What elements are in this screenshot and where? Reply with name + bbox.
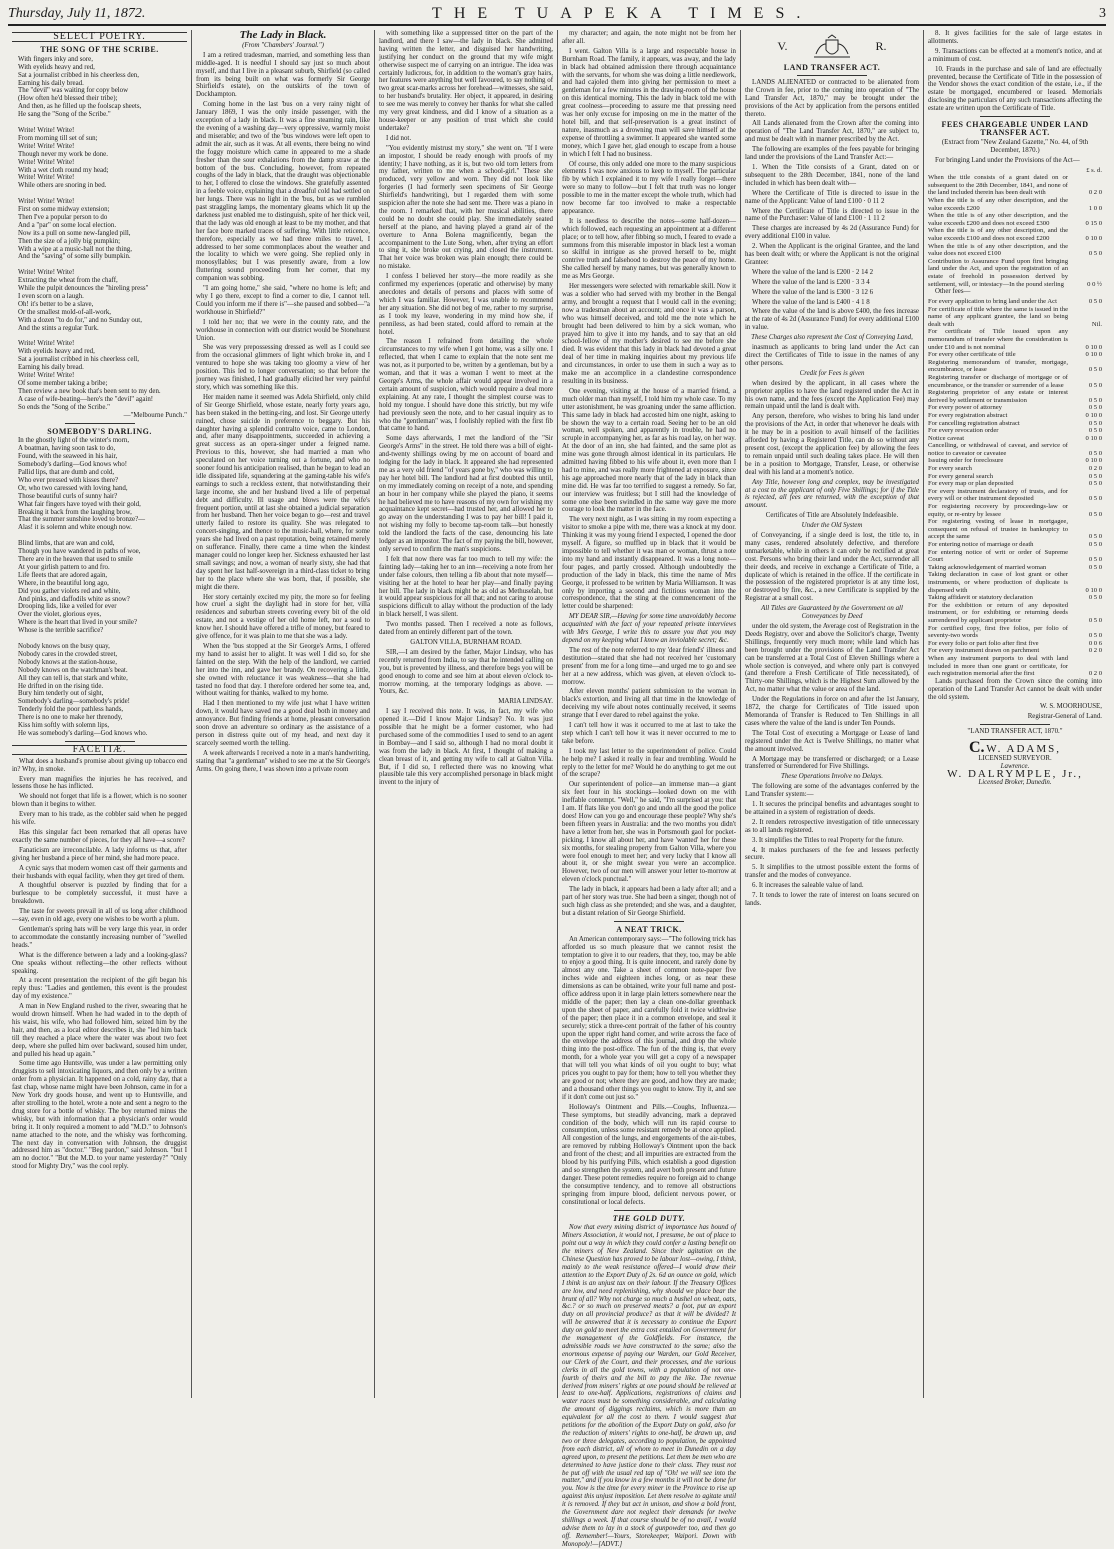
story-paragraph: Some days afterwards, I met the landlord of the "Sir George's Arms" in the street. He told there was a bill of eight-and-twenty shillings owing by me on account of board and lodging for the lady in black. It appeared she had represented me as a very old friend "of years gone by," who was willing to pay her hotel bill. The landlord had at first doubted this until, on my immediately coming on receipt of a note, and spending an hour in her company while she played the piano, it seems he had believed me to have reasons of my own for wishing my acquaintance kept secret—had trusted her, and allowed her to go away on the understanding I was to pay her bill! I paid it, not wishing my folly to become tap-room talk—but honestly told the landlord the facts of the case, denouncing his late lodger as an impostor. The fact of my paying the bill, however, only served to confirm the man's suspicions.: [379, 435, 553, 553]
notice-title: LAND TRANSFER ACT.: [783, 63, 881, 72]
fee-row: [928, 389, 1102, 404]
story-paragraph: After eleven months' patient submission to the woman in black's extortion, and living all that time in the knowledge of deceiving my wife about notes continually received, it seems strange that I ever dared to rebel against the yoke.: [562, 688, 736, 720]
notice-paragraph: inasmuch as applicants to bring land under the Act can direct the Certificates of Title to issue in the names of any other persons.: [745, 344, 919, 367]
fee-amount: 0 5 0: [1088, 298, 1102, 305]
advantage-item: 4. It makes purchasers of the fee and lessees perfectly secure.: [745, 846, 919, 862]
divider: [980, 739, 1050, 740]
poem-body: With fingers inky and sore, With eyelids heavy and red, Sat a journalist cribbed in his cheerless den, Earning his daily bread. The "devil" was waiting for copy below (How often he'd blessed their tribe); And then, as he filled up the foolscap sheets, He sang the "Song of the Scribe." Write! Write! Write! From morning till set of sun; Write! Write! Write! Though never my work be done. Write! Write! Write! With a wet cloth round my head; Write! Write! Write! While others are snoring in bed. Write! Write! Write! First on some midway extension; Then I've a popular person to do And a "par" on some local election. Now its a pull on some new-fangled pill, Then the size of a jolly big pumpkin; With a wipe at a music-hall not the thing, And the "saving" of some silly bumpkin. Write! Write! Write! Extracting the wheat from the chaff, While the pulpit denounces the "hireling press" I even scorn on a laugh. Oh! it's better to be a slave, Or the smallest mold-of-all-work, With a dozen "to do for," and no Sunday out, And the stints a regular Turk. Write! Write! Write! With eyelids heavy and red, Sat a journalist cribbed in his cheerless cell, Earning his daily bread. Write! Write! Write! Of some member taking a bribe; Then review a new book that's been sent to my den. A case of wife-beating—here's the "devil" again! So ends the "Song of the Scribe.": [18, 55, 161, 411]
joke-paragraph: Has this singular fact been remarked that all operas have exactly the same number of pieces, for they all have—a score?: [12, 829, 187, 844]
notice-paragraph: The following are some of the advantages conferred by the Land Transfer system:—: [745, 783, 919, 799]
fee-amount: 0 5 0: [1088, 541, 1102, 548]
letter-signature: MARIA LINDSAY.: [498, 698, 553, 706]
joke-paragraph: The taste for sweets prevail in all of us long after childhood—say, even in old age, every one wishes to be worth a plum.: [12, 908, 187, 924]
advantage-item: 5. It simplifies to the utmost possible extent the forms of transfer and the modes of conveyance.: [745, 864, 919, 880]
fee-row: [928, 427, 1102, 435]
fee-row: [928, 457, 1102, 465]
fee-row: [928, 328, 1102, 351]
fee-amount: 0 5 0: [1088, 495, 1102, 503]
drop-letter: C.: [968, 739, 985, 757]
story-paragraph: I did not.: [386, 134, 412, 142]
advantage-item: 9. Transactions can be effected at a moment's notice, and at a minimum of cost.: [928, 47, 1102, 63]
fee-description: Taking acknowledgement of married woman: [928, 563, 1047, 571]
fee-description: Registering proprietor of any estate or interest derived by settlement or transmission: [928, 389, 1068, 404]
subheading: Credit for Fees is given: [799, 369, 865, 377]
fee-row: [928, 359, 1102, 374]
fee-row: [928, 503, 1102, 518]
fees-source: (Extract from "New Zealand Gazette," No. 44, of 9th December, 1870.): [941, 138, 1089, 154]
fee-row: [928, 298, 1102, 306]
fee-amount: 0 5 0: [1088, 449, 1102, 457]
fee-description: Notice caveat: [928, 434, 965, 442]
story-paragraph: The reason I refrained from detailing the whole circumstances to my wife when I got home, was a silly one. I reflected, that when I came to explain that the note sent me was not, as it purported to be, written by a gentleman, but by a woman, and that it was a woman I went to meet at the George's Arms, the whole affair would appear involved in a certain amount of suspicion, which would require a deal more explaining. At any rate, I thought the simplest course was to hold my tongue. I should have done this strictly, but my wife had previously seen the note, and to her casual inquiry as to who the "gentleman" was, I foolishly replied with the first fib that came to hand.: [379, 338, 553, 433]
fee-example: Where the Certificate of Title is directed to issue in the name of the Applicant: Value of land £100 · 0 11 2: [745, 189, 919, 205]
crest-letter-r: R.: [875, 39, 887, 54]
fee-description: For every search: [928, 465, 972, 473]
fee-amount: 0 5 0: [1088, 250, 1102, 258]
page-columns: [8, 29, 1106, 1548]
fee-row: [928, 625, 1102, 640]
fee-amount: 0 2 0: [1088, 647, 1102, 655]
masthead: [8, 4, 1106, 26]
fee-row: [928, 306, 1102, 329]
fee-amount: 0 15 0: [1085, 219, 1102, 227]
fee-amount: 0 0 ½: [1087, 280, 1102, 288]
fee-description: Taking affidavit or statutory declaration: [928, 594, 1033, 602]
column-2: [191, 30, 374, 1398]
fee-row: [928, 412, 1102, 420]
story-paragraph: Her maiden name it seemed was Adela Shirfield, only child of Sir George Shirfield, whose estate, nearly forty years ago, has been staked in the betting-ring, and lost. Sir George utterly ruined, chose suicide in preference to beggary. But his daughter having a splendid contralto voice, came to London, and, after many disappointments, succeeded in achieving a great success as an opera-singer under a feigned name. Previous to this, however, she had married a man who speculated on her voice turning out a fortune, and who no sooner found his anticipation realised, than he began to lead an idle dissipated life, squandering at the gaming-table his wife's earnings to such a reckless extent, that notwithstanding their large income, she and her husband lived a life of perpetual debt and difficulty. Ill usage and blows were the wife's frequent portion, until at last she obtained a judicial separation from her husband. Then her voice began to go—rest and travel utterly failed to restore its quality. She was relegated to concert-singing, and thence to the music-hall, where, for some years she had lived on a past reputation, being retained merely on sufferance. Finally, there came a time when the kindest manager could no longer keep her. Sickness exhausted her last small savings; and now, a woman of nearly sixty, she had that day spent her last half-sovereign in a third-class ticket to bring her to the place where she was born, that, if possible, she might die there.: [196, 393, 370, 591]
money-columns: £ s. d.: [1086, 166, 1102, 174]
fee-description: Registering transfer or discharge of mortgage or of encumbrance, or the transfer or surrender of a lease: [928, 373, 1068, 389]
fee-amount: 0 10 0: [1085, 434, 1102, 442]
story-paragraph: Her messengers were selected with remarkable skill. Now it was a soldier who had served with my brother in the Bengal army, and brought a request that I would call in the evening; now a tradesman about an account; and once it was a parson, who was himself deceived, and told me the note which he brought had been delivered to him by a sick woman, who prayed him to give it into my hands, and to say that an old school-fellow of my mother's desired to see me before she died. It was evident that this lady in black had devoted a great deal of her time in making inquiries about my previous life and circumstances, in order to use them in such a way as to make me an accomplice in a clandestine correspondence resulting in its business.: [562, 283, 736, 385]
fee-money-header: [928, 167, 1102, 175]
column-5: [740, 30, 923, 1398]
story-paragraph: Had I then mentioned to my wife just what I have written down, it would have saved me a good deal both in money and annoyance. But finding friends at home, pleasant conversation soon drove an adventure so ordinary as the assistance of a person in distress quite out of my head, and next day it scarcely seemed worth the telling.: [196, 700, 370, 747]
fees-intro: For bringing Land under the Provisions of the Act—: [935, 156, 1080, 164]
fee-description: For every instrument drawn on parchment: [928, 647, 1040, 655]
joke-paragraph: Every man to his trade, as the cobbler said when he pegged his wife.: [12, 811, 187, 827]
poem-body: In the ghostly light of the winter's morn, A boatman, having soon task to do, Found, with the seaweed in his hair, Somebody's darling—God knows who! Pallid lips, that are dumb and cold, Who ever pressed with kisses there? Or, who two caressed with loving hand, Those beautiful curls of sunny hair? What fair fingers have toyed with their gold, Breaking it back from the laughing brow, That the summer sunshine loved to bronze?— Alas! it is solemn and white enough now. Blind limbs, that are wan and cold, Though you have wandered in paths of woe, There are in the heaven that used to smile At your girlish pattern to and fro. Life fleets that are adored again, Where, in the beautiful long ago, Did you gather violets red and white, And pinks, and daffodils white as snow? Drooping lids, like a veiled for ever Over the violet, glorious eyes, Where is the heart that lived in your smile? Whose is the terrible sacrifice? Nobody knows on the busy quay, Nobody cares in the crowded street, Nobody knows at the station-house, Nobody knows on the watchman's beat. All they can tell is, that stark and white, He drifted in on the rising tide. Bury him tenderly out of sight, Somebody's darling—somebody's pride! Tenderly fold the poor pathless hands, There is no one to make her threnody, Kiss him softly with solemn lips, He was somebody's darling—God knows who.: [18, 437, 148, 737]
fee-row: [928, 243, 1102, 258]
fee-amount: 0 5 0: [1088, 427, 1102, 435]
fee-amount: 0 0 6: [1088, 639, 1102, 647]
fee-row: [928, 549, 1102, 564]
joke-paragraph: A thoughtful observer is puzzled by finding that for a burlesque to be completely successful, it must have a breakdown.: [12, 882, 187, 906]
fee-description: For cancelling registration abstract: [928, 419, 1020, 427]
story-paragraph: MY DEAR SIR,—Having for some time unavoidably become acquainted with the fact of your repeated private interviews with Mrs George, I write this to assure you that you may depend on my keeping what I know an inviolable secret; &c.: [562, 613, 736, 644]
surveyor-name: W. ADAMS,: [986, 743, 1062, 756]
divider: [797, 75, 867, 76]
fee-amount: 0 5 0: [1088, 563, 1102, 571]
fee-row: [928, 197, 1102, 212]
joke-paragraph: A cynic says that modern women cast off their garments and their husbands with equal facility, when they get tired of them.: [12, 864, 187, 880]
issue-date: Thursday, July 11, 1872.: [8, 6, 146, 21]
story-paragraph: my character; and again, the note might not be from her after all.: [562, 30, 736, 45]
fee-amount: 0 5 0: [1088, 632, 1102, 640]
poem-credit: —"Melbourne Punch.": [123, 411, 187, 419]
advantage-item: 2. It renders retrospective investigation of title unnecessary as to all lands registered.: [745, 818, 919, 834]
fee-amount: 0 5 0: [1088, 419, 1102, 427]
article-paragraph: An American contemporary says:—"The following trick has afforded us so much pleasure that we cannot resist the temptation to give it to our readers, that they, too, may be able to enjoy a good thing. It is quite innocent, and rarely done by almost any one. Take a sheet of common note-paper five inches wide and eighteen inches long, or as near these dimensions as can be obtained, write your full name and post-office address upon it in large plain letters somewhere near the middle of the paper; then lay a clean one-dollar greenback upon the sheet of paper, and carefully fold it twice widthwise of the paper; then place it in a common envelope, and seal it securely; stick a three-cent portrait of the father of his country upon the upper right hand corner, and write across the face of the envelope the address of this journal, and drop the whole thing into the post-office. The fun of the thing is, that every month, for a whole year you will get a copy of a newspaper that will tell you what kinds of oil you ought to buy; what prices you ought to pay for them; how to tell you whether they are good or not; where they are good, and how they are made; and a thousand other things you ought to know. Try it, and see if it don't come out just so.": [562, 935, 736, 1101]
story-paragraph: with something like a suppressed titter on the part of the landlord, and there I saw—the lady in black. She admitted having written the letter, and disguised her handwriting, justifying her conduct on the ground that my wife might otherwise suspect me of carrying on an intrigue. The idea was certainly ludicrous, for, in addition to the woman's gray hairs, her features were anything but well favoured, to say nothing of two great scar-marks across her forehead—witnesses, she said, to her husband's brutality. Her object, it appeared, in desiring to see me was merely to convey her thanks for what she called my very great kindness, and did I know of a situation as a house-keeper or any position of trust which she could undertake?: [379, 30, 553, 132]
fee-description: For every map or plan deposited: [928, 480, 1014, 488]
fee-row: [928, 404, 1102, 412]
fee-description: When any instrument purports to deal with land included in more than one grant or certificate, for each registration memorial after the first: [928, 654, 1068, 678]
joke-paragraph: A man in New England rushed to the river, swearing that he would drown himself. When he had waded in to the depth of his waist, his wife, who had followed him, seized him by the hair, and then, as a local editor describes it, she "led him back till they reached a place where the water was about two feet deep, where she pulled him over backward, soused him under, and pulled his head up again.": [12, 1003, 187, 1058]
advantage-item: 1. It secures the principal benefits and advantages sought to be attained in a system of registration of deeds.: [745, 801, 919, 816]
fee-amount: 0 10 0: [1085, 457, 1102, 465]
fees-table: [928, 167, 1102, 289]
story-paragraph: The lady in black, it appears had been a lady after all; and a part of her story was true. She had been a singer, though not of such high class as she pretended; and she was, and a daughter, but a distant relation of Sir George Shirfield.: [562, 886, 736, 917]
story-paragraph: I confess I believed her story—the more readily as she confirmed my experiences (operatic and otherwise) by many anecdotes and details of persons and places with some of which I was familiar. However, I was unable to recommend her any situation. She did not beg of me, rather to my surprise, as I took my leave, wondering in my mind how she, if penniless, as had been stated, could afford to remain at the hotel.: [379, 273, 553, 336]
fee-row: [928, 351, 1102, 359]
fees-table: [928, 298, 1102, 678]
joke-paragraph: Every man magnifies the injuries he has received, and lessens those he has inflicted.: [12, 775, 187, 791]
subheading: These Operations Involve no Delays.: [781, 773, 883, 781]
fee-amount: 0 10 0: [1085, 234, 1102, 242]
fee-description: When the title is of any other description, and the value exceeds £200: [928, 196, 1068, 212]
surveyor-advertisement: [928, 739, 1102, 787]
fee-description: For every folio or part folio after first five: [928, 639, 1039, 647]
fee-description: Cancelling, or withdrawal of caveat, and service of notice to caveator or caveatee: [928, 442, 1068, 457]
fee-amount: 0 10 0: [1085, 351, 1102, 359]
registrar-title: Registrar-General of Land.: [1027, 713, 1102, 721]
fee-description: When the title consists of a grant dated on or subsequent to the 28th December, 1841, and none of the land included therein has been dealt with: [928, 174, 1068, 197]
coat-of-arms-icon: [812, 34, 852, 60]
story-paragraph: The rest of the note referred to my 'dear friend's' illness and destitution—stated that she had not received her 'customary present' from me for a long time—and urged me to go and see her at a new address, which was given, at eleven o'clock to-morrow.: [562, 646, 736, 686]
notice-paragraph: of Conveyancing, if a single deed is lost, the title to, in many cases, rendered absolutely defective, and therefore unmarketable, while in others it can only be rectified at great cost. Persons who bring their land under the Act, surrender all their deeds, and receive in exchange a Certificate of Title, a duplicate of which is retained in the office. If the certificate in the possession of the registered proprietor is at any time lost, or destroyed by fire, &c., a new Certificate is supplied by the Registrar at a small cost.: [745, 532, 919, 603]
notice-paragraph: The Total Cost of executing a Mortgage or Lease of land registered under the Act is Twelve Shillings, no matter what the amount involved.: [745, 729, 919, 753]
surveyor-title: LICENSED SURVEYOR.: [978, 755, 1052, 763]
fee-amount: 0 5 0: [1088, 510, 1102, 518]
fee-amount: 1 0 0: [1088, 204, 1102, 212]
story-paragraph: Coming home in the last 'bus on a very rainy night of January 1869, I was the only inside passenger, with the exception of a lady in black. It was a fine steaming rain, like the evening of a washing day—very oppressive, warmly moist and miserable; and two of the 'bus windows were left open to admit the air, such as it was. At all events, there being no wind the foggy moisture which came in appeared to me a shade fresher than the sour exhalations from the damp straw at the bottom of the bus. Concluding, however, from repeated coughs of the lady in black, that the draught was objectionable to her, I offered to close the windows. She gratefully assented in a feeble voice, explaining that a dreadful cold had settled on her lungs. There was no light in the 'bus, but as we rumbled past straggling lamps, the momentary gleams which lit up the darkness just enabled me to distinguish, spite of her thick veil, that the lady was old enough at least to be my mother, and that her face bore marked traces of suffering. With little reticence, therefore, especially as we had three miles to travel, I addressed to her some commonplaces about the weather and the locality to which we were going. She replied only in monosyllables; but I was presently aware, from a low fluttering sound proceeding from her corner, that my companion was sobbing.: [196, 101, 370, 283]
divider: [65, 423, 135, 424]
column-3: [374, 30, 557, 1398]
fee-example: Where the value of the land is £300 · 3 12 6: [752, 288, 874, 296]
article-title: A NEAT TRICK.: [616, 924, 682, 934]
fee-amount: 0 5 0: [1088, 480, 1102, 488]
fee-row: [928, 647, 1102, 655]
story-paragraph: Of course, this only added one more to the many suspicious elements I was now anxious to keep to myself. The particular fib by which I explained it to my wife I really forget—there were so many to follow—but I felt that truth was no longer possible to me in the matter except the whole truth, which had now become far too involved to make a respectable appearance.: [562, 160, 736, 215]
fee-row: [928, 227, 1102, 242]
subheading: Under the Old System: [801, 522, 863, 530]
fee-row: [928, 258, 1102, 288]
letter-body: SIR,—I am desired by the father, Major Lindsay, who has recently returned from India, to say that he intended calling on you, but is prevented by illness, and therefore begs you will be good enough to come and see him at about eleven o'clock to-morrow morning, at the temporary lodgings as above. —Yours, &c.: [379, 648, 553, 696]
fee-description: Issuing order for foreclosure: [928, 457, 1004, 465]
fee-description: When the title is of any other description, and the value exceeds £200 and does not exceed £300: [928, 212, 1068, 227]
notice-paragraph: Under the Regulations in force on and after the 1st January, 1872, the charge for Certificates of Title issued upon Memoranda of Transfer is Reduced to Ten Shillings in all cases where the value of the land is under Ten Pounds.: [745, 696, 919, 727]
fee-description: When the title is of any other description, and the value exceeds £100 and does not exceed £200: [928, 227, 1068, 242]
fee-row: [928, 602, 1102, 625]
notice-paragraph: The following are examples of the fees payable for bringing land under the provisions of the Land Transfer Act:—: [745, 146, 919, 162]
story-paragraph: She was very prepossessing dressed as well as I could see from the occasional glimmers of light which broke in, and I ventured to hope she was taking too gloomy a view of her position. This led to longer conversation; so that before the journey was finished, I had gradually elicited her very painful story, which was something like this.: [196, 344, 370, 391]
fee-description: For certificate of title where the same is issued in the name of any applicant grantee, the land so being dealt with: [928, 305, 1068, 328]
fee-row: [928, 655, 1102, 678]
fee-amount: 0 2 0: [1088, 465, 1102, 473]
story-paragraph: One evening, visiting at the house of a married friend, a much older man than myself, I told him my whole case. To my utter astonishment, he was groaning under the same affliction. This same lady in black had accosted him one night, asking to be shown the way to a certain road. Seeing her to be an old woman, well spoken, and apparently in trouble, he had no scruple in accompanying her, as far as his road lay, on her way. At the door of an inn, she had fainted, and the same plot as mine was gone through almost identical in its particulars. He admitted having fibbed to his wife about it, even more than I had to mine, and was really more frightened at exposure, since his age approached more nearly that of the lady in black than mine did. He was far too terrified to suggest a remedy. So far, our interview was fruitless; but I still had the knowledge of some one else been swindled in the same way gave me more courage to look the matter in the face.: [562, 387, 736, 514]
fee-amount: 0 5 0: [1088, 594, 1102, 602]
story-paragraph: When the 'bus stopped at the Sir George's Arms, I offered my hand to assist her to alight. It was well I did so, for she fainted on the step. With the help of the landlord, we carried her into the inn, and gave her brandy. On recovering a little, she owned with reluctance it was weakness—that she had tasted no food that day. I therefore ordered her some tea, and, without waiting for thanks, walked to my home.: [196, 642, 370, 698]
notice-paragraph: under the old system, the Average cost of Registration in the Deeds Registry, over and above the Solicitor's charge, Twenty Shillings, frequently very much more; while land which has been brought under the provisions of the Land Transfer Act can be transferred at a Total Cost of Eleven Shillings where a whole section is conveyed, and where only part is conveyed (and therefore a Fresh Certificate of Title necessitated), of Thirty-one Shillings, which is the Highest Sum allowed by the Act, no matter what the value or area of the land.: [745, 623, 919, 694]
advertisement-paragraph: Holloway's Ointment and Pills.—Coughs, Influenza.—These symptoms, but steadily advancing, mark a depraved condition of the body, which will run its rapid course to consumption, unless some resistant remedy be at once applied. All congestion of the lungs, and engorgements of the air-tubes, are removed by rubbing Holloway's Ointment upon the back and front of the chest; and all impurities are extracted from the blood by his purifying Pills, which establish a good digestion and so strengthen the system, and avert both present and future danger. These potent remedies require no foreign aid to change the consumptive tendency, and to remove all obstructions springing from impure blood, deficient nervous power, or constitutional or local defects.: [562, 1103, 736, 1206]
notice-paragraph: All Lands alienated from the Crown after the coming into operation of "The Land Transfer Act, 1870," are subject to, and must be dealt with in manner prescribed by the Act.: [745, 120, 919, 144]
fee-amount: 0 10 0: [1085, 411, 1102, 419]
fee-description: For the exhibition or return of any deposited instrument, or for exhibiting or returning deeds surrendered by applicant proprietor: [928, 601, 1068, 624]
joke-paragraph: Fanaticism are irreconcilable. A lady informs us that, after giving her husband a piece of her mind, she had more peace.: [12, 846, 187, 862]
fee-description: For registering recovery by proceedings-law or equity, or re-entry by lessee: [928, 503, 1068, 518]
fee-row: [928, 571, 1102, 594]
notice-paragraph: LANDS ALIENATED or contracted to be alienated from the Crown in fee, prior to the coming into operation of "The Land Transfer Act, 1870," may be brought under the provisions of the Act by application from the persons entitled thereto.: [745, 78, 919, 118]
column-6: [923, 30, 1106, 1398]
fee-example: Where the value of the land is £400 · 4 1 8: [752, 298, 870, 306]
fee-description: For entering notice of writ or order of Supreme Court: [928, 548, 1068, 564]
fee-row: [928, 374, 1102, 389]
fee-description: For every revocation order: [928, 427, 999, 435]
story-paragraph: I told her no; that we were in the county rate, and the workhouse in connection with our district would be Stonehurst Union.: [196, 318, 370, 342]
fees-title: FEES CHARGEABLE UNDER LAND TRANSFER ACT.: [941, 120, 1089, 137]
broker-name: W. DALRYMPLE, Jr.,: [947, 767, 1083, 780]
article-title: THE GOLD DUTY.: [612, 1213, 686, 1223]
advantage-item: 7. It tends to lower the rate of interest on loans secured on lands.: [745, 892, 919, 907]
fee-amount: 0 10 0: [1085, 343, 1102, 351]
fee-amount: 0 5 0: [1088, 366, 1102, 374]
advantage-item: 10. Frauds in the purchase and sale of land are effectually prevented, because the Certificate of Title in the possession of the Vendor shows the exact condition of the estate, i.e., if the estate be mortgaged, encumbered or leased. Memorials disclosing the particulars of any such transactions affecting the estate are written upon the Certificate of Title.: [928, 65, 1102, 113]
joke-paragraph: We should not forget that life is a flower, which is no sooner blown than it begins to wither.: [12, 793, 187, 809]
fee-description: For entering notice of marriage or death: [928, 541, 1034, 548]
story-paragraph: I took my last letter to the superintendent of police. Could he help me? I asked it really in fear and trembling. Would he reply to the letter for me? Would he do anything to get me out of the scrape?: [562, 747, 736, 779]
fee-amount: 0 5 0: [1088, 556, 1102, 564]
fee-row: [928, 488, 1102, 503]
fee-row: [928, 174, 1102, 197]
surveyor-place: Lawrence.: [1000, 762, 1030, 770]
story-paragraph: Her story certainly excited my pity, the more so for feeling how cruel a sight the daylight had in store for her, villa residences and suburban streets covering every bit of the old estate, and not a vestige of her old home left, nor a soul to know her. I should have offered a trifle of money, but feared to give offence, for it was plain to me that she was a lady.: [196, 593, 370, 641]
story-paragraph: The very next night, as I was sitting in my room expecting a visitor to smoke a pipe with me, there was a knock at my door. Thinking it was my young friend I expected, I opened the door myself. A figure, so muffled up in black that it would be impossible to tell whether it was man or woman, thrust a note into my hand and instantly disappeared. It was a long note—four pages, and partly crossed. Although undoubtedly the production of the lady in black, this time the name of Mrs George, it professed to be written by Maria Williamson. It was only by importing a second and fictitious woman into the correspondence, that the sting at the commencement of the letter could be sharpened:: [562, 516, 736, 611]
story-paragraph: Two months passed. Then I received a note as follows, dated from an entirely different part of the town.: [379, 621, 553, 637]
joke-paragraph: Some time ago Huntsville, was under a law permitting only druggists to sell intoxicating liquors, and then only by a written order from a physician. It happened on a cold, rainy day, that a fast chap, whose name might have been Johnson, came in for a New York dry goods house, and went up to Huntsville, and after strolling to the hotel, wrote a note and sent a negro to the drug store for a bottle of whisky. The boy returned minus the whisky, but with information that a physician's order would bring it. It only required a moment to add "M.D." to Johnson's name attached to the note, and the whisky was forthcoming. The next day in conversation with Johnson, the druggist addressed him as "doctor." "Beg pardon," said Johnson. "but I am no doctor." "But the M.D. to your name yesterday?" "Only stood for Mighty Dry," was the cool reply.: [12, 1060, 187, 1171]
joke-paragraph: At a recent presentation the recipient of the gift began his reply thus: "Ladies and gentlemen, this event is the proudest day of my existence.": [12, 977, 187, 1001]
joke-paragraph: What is the difference between a lady and a looking-glass? One speaks without reflecting—the other reflects without speaking.: [12, 951, 187, 975]
poem-title: SOMEBODY'S DARLING.: [47, 426, 152, 436]
subheading: All Titles are Guaranteed by the Government on all Conveyances by Deed: [761, 605, 903, 621]
fee-example: Where the value of the land is above £400, the fees increase at the rate of 4s 2d (Assurance Fund) for every additional £100 in value.: [745, 308, 919, 332]
story-title: The Lady in Black.: [239, 29, 327, 41]
story-paragraph: I say I received this note. It was, in fact, my wife who opened it.—Did I know Major Lindsay? No. It was just possible that he might be a former customer, who had purchased some of the commodities I used to send to an agent in Bombay—and I said so, although I had no moral doubt it was from the lady in black. At first, I thought of making a clean breast of it, and getting my wife to call at Galton Villa. But, if I did so, I reflected there was no knowing what plausible tale this very accomplished personage in black might invent to the injury of: [379, 708, 553, 787]
fee-example: Where the value of the land is £200 · 2 14 2: [752, 268, 874, 276]
fee-description: Registering memorandum of transfer, mortgage, encumbrance, or lease: [928, 358, 1068, 374]
story-paragraph: "You evidently mistrust my story," she went on. "If I were an impostor, I should be ready enough with proofs of my identity; I have nothing, as it is, but two old torn letters from my father, written to me when a school-girl." These she produced, very yellow and worn. They did not look like forgeries (I had formerly seen specimens of Sir George Shirfield's handwriting), but I regarded them with some suspicion after the note she had sent me. There was a piano in the room. I remarked that, with her musical abilities, there could be no doubt she could play. She immediately seated herself at the piano, and having played a grand air of the overture to Anna Bolena magnificently, began the accompaniment to the Lute Song, when, after trying an effort to sing it, she broke out crying, and closed the instrument. That her voice was broken was plain enough; there could be no mistake.: [379, 144, 553, 271]
fees-intro: Other fees—: [935, 288, 971, 296]
fee-row: [928, 435, 1102, 443]
fee-row: [928, 212, 1102, 227]
fee-example: 1. When the Title consists of a Grant, dated on or subsequent to the 28th December, 1841, none of the land included in which has been dealt with—: [745, 163, 919, 187]
fee-row: [928, 420, 1102, 428]
fee-description: For every registration abstract: [928, 411, 1008, 419]
fee-amount: 0 5 0: [1088, 533, 1102, 541]
fee-amount: 0 5 0: [1088, 472, 1102, 480]
page-number: 3: [1099, 6, 1106, 21]
fee-amount: 0 5 0: [1088, 396, 1102, 404]
fee-description: For every instrument declaratory of trusts, and for every will or other instrument deposited: [928, 487, 1068, 503]
fee-description: For certificate of Title issued upon any memorandum of transfer where the consideration is under £10 and is not nominal: [928, 328, 1068, 351]
fee-amount: 0 5 0: [1088, 616, 1102, 624]
divider: [614, 921, 684, 922]
fee-amount: 0 2 0: [1088, 670, 1102, 678]
divider: [980, 724, 1050, 725]
fee-description: For every power of attorney: [928, 404, 1002, 412]
subheading: Certificates of Title are Absolutely Indefeasible.: [765, 512, 899, 520]
fee-amount: 0 2 0: [1088, 189, 1102, 197]
story-paragraph: I felt that now there was far too much to tell my wife: the fainting lady—taking her to an inn—receiving a note from her under false colours, then telling a fib about that note myself—visiting her at the hotel to hear her play—and finally paying her bill. The lady in black might be as old as Methuselah, but it would appear suspicious for all that; and not caring to arouse suspicions difficult to allay without the production of the lady in black herself, I was silent.: [379, 555, 553, 619]
notice-paragraph: Lands purchased from the Crown since the coming into operation of the Land Transfer Act cannot be dealt with under the old system.: [928, 677, 1102, 701]
story-paragraph: A week afterwards I received a note in a man's handwriting, stating that "a gentleman" wished to see me at the Sir George's Arms. On going there, I was shown into a private room: [196, 749, 370, 773]
divider: [614, 1210, 684, 1211]
joke-paragraph: What does a husband's promise about giving up tobacco end in? Why, in smoke.: [12, 757, 187, 773]
advantage-item: 6. It increases the saleable value of land.: [752, 882, 864, 890]
fee-amount: 0 5 0: [1088, 404, 1102, 412]
fee-description: For certified copy, first five folios, per folio of seventy-two words: [928, 624, 1068, 640]
story-paragraph: Our superintendent of police—an immense man—a giant six feet four in his stockings—looked down on me with ineffable contempt. "Well," he said, "I'm surprised at you: that I am. If flats like you don't go and undo all the good the police does! How can you go and encourage these people? Why she's been fifteen years in Australia: and the two months you didn't have a letter from her, she was in Portsmouth gaol for pocket-picking. I know all about her, and have 'wanted' her for these six months, for stealing property from Galton Villa, where you were fool enough to meet her; and very lucky that I know all about it, or she might swear you were an accomplice. However, two of our men will answer your letter to-morrow at eleven o'clock punctual.": [562, 781, 736, 884]
notice-paragraph: Any person, therefore, who wishes to bring his land under the provisions of the Act, in order that whenever he deals with it he may be in a position to avail himself of the facilities afforded by having a Registered Title, can do so without any present cost, (except the application fee) by allowing the fees to remain unpaid until such dealing takes place. He will then be in a position to Mortgage, Transfer, Lease, or otherwise deal with his land at a moment's notice.: [745, 413, 919, 476]
story-paragraph: "I am going home," she said, "where no home is left; and why I go there, except to find a corner to die, I cannot tell. Could you inform me if there is"—she paused and sobbed—"a workhouse in Shirfield?": [196, 285, 370, 316]
section-heading-poetry: SELECT POETRY.: [12, 32, 187, 42]
joke-paragraph: Gentleman's spring hats will be very large this year, in order to accommodate the constantly increasing number of "swelled heads.": [12, 925, 187, 949]
fee-row: [928, 442, 1102, 457]
story-paragraph: I went. Galton Villa is a large and respectable house in Burnham Road. The family, it appears, was away, and the lady in black had obtained admission there through acquaintance with the servants, for whom she was doing a little needlework, and had cajoled them into giving her permission to meet a gentleman for a few minutes in the drawing-room of the house on this identical morning. This the lady in black told me with great coolness—proceeding to assure me that pressing need was her only excuse for imposing on me in the matter of the hotel bill, and that self-preservation is a great instinct of nature, inasmuch as a drowning man will save himself at the expense of throttling a swimmer. It appeared she wanted some money, which I gave her, glad enough to escape from a house in which I felt I had no business.: [562, 47, 736, 158]
fee-amount: 0 10 0: [1085, 586, 1102, 594]
fee-row: [928, 640, 1102, 648]
divider: [980, 116, 1050, 117]
letter-heading: GALTON VILLA, BURNHAM ROAD.: [410, 638, 522, 646]
divider: [65, 741, 135, 742]
letter-paragraph: Now that every mining district of importance has bound of Miners Association, it would not, I presume, be out of place to point out a way in which they could confer a lasting benefit on the miners of New Zealand. Since their agitation on the Chinese Question has proved to be labour lost—owing, I think, mainly to the weak resistance offered—I would draw their attention to the Export Duty of 2s. 6d an ounce on gold, which I think is an unjust tax on their labour. If the Treasury Offices are low, and need replenishing, why should we place bear the brunt of all? Why not charge so much a bushel on wheat, oats, &c.? or so much on preserved meats? a foot, put an export duty on all provincial produce? as that it will be divided? It will be answered that it is necessary to continue the Export duty on gold to meet the extra cost entailed on Government for the management of the Goldfields. For instance, the admissible roads we have constructed to the same; also the enormous expense of paying our Warden, our Gold Receiver, our Clerk of the Court, and their processes, and the various clerks in all the gold towns, with a population of not one-fourth of theirs and the bill to pay the like. The revenue derived from miners' rights at one pound should be relieved at least to one-half. Applications, registrations of claims and water races must be something considerable, and calculating the amount of diggings reclaims, which is more than an equivalent for all the cost to them. I would suggest that petitions for the abolition of the Export Duty on gold, also for the reduction of miners' rights to one-half, be drawn up, and two or three delegates, according to population, be appointed from each district, all of whom to meet in Dunedin on a day agreed upon, to present the petitions. Let them be men who are determined to have justice done to their class. They must not be put off with the usual red tap of "Oh! we will see into the matter," and if you know in a few months it will not be done for you. Now is the time for every miner in the Province to rise up against this unjust imposition. Let them resolve to agitate until it is removed. If they but act in unison, and show a bold front, the Government dare not neglect their demands for twelve shillings a week. If that course should be of no avail, I would advise them to lay in a stock of gunpowder too, and then go off. Remember!—Yours, Storekeeper, Waipori. Down with Monopoly!—[ADVT.]: [562, 1224, 736, 1548]
subheading: These Charges also represent the Cost of Conveying Land,: [751, 334, 913, 342]
story-paragraph: I am a retired tradesman, married, and something less than middle-aged. It is needful I should say just so much about myself, and that I live in a pleasant suburb, Shirfield (so called from its being built on what was formerly Sir George Shirfield's estate), on the outskirts of the town of Dockhampton.: [196, 51, 370, 99]
fee-amount: 0 5 0: [1088, 381, 1102, 389]
fee-description: Taking declaration in case of lost grant or other instruments, or where production of duplicate is dispensed with: [928, 571, 1068, 594]
fee-row: [928, 518, 1102, 541]
notice-paragraph: Any Title, however long and complex, may be investigated at a cost to the applicant of only Five Shillings; for if the Title is rejected, all fees are returned, with the exception of that amount.: [745, 478, 919, 510]
fee-example: Where the value of the land is £200 · 3 3 4: [752, 278, 870, 286]
fee-row: [928, 564, 1102, 572]
fee-description: For registering vesting of lease in mortgagee, consequent on refusal of trustee in bankruptcy to accept the same: [928, 518, 1068, 541]
column-1: [8, 30, 191, 1398]
story-paragraph: It is needless to describe the notes—some half-dozen—which followed, each requesting an appointment at a different place; or to tell how, after fibbing so much, I feared to evade a summons from this miserable impostor in black lest a woman so skilful in intrigue as she proved herself to be, might contrive truth and falsehood to destroy the peace of my home. She called herself by many names, but was generally known to me as Mrs George.: [562, 217, 736, 281]
registrar-name: W. S. MOORHOUSE,: [1040, 703, 1102, 711]
fee-row: [928, 473, 1102, 481]
fee-description: For every general search: [928, 472, 993, 480]
fee-description: For every application to bring land under the Act: [928, 298, 1057, 305]
crest-letter-v: V.: [777, 39, 788, 54]
column-4: [557, 30, 740, 1548]
fee-amount: Nil.: [1091, 320, 1102, 328]
act-quote: "LAND TRANSFER ACT, 1870.": [967, 728, 1063, 736]
story-source: (From "Chambers' Journal."): [242, 41, 324, 49]
fee-row: [928, 465, 1102, 473]
royal-crest: [745, 34, 919, 60]
fee-description: When the title is of any other description, and the value does not exceed £100: [928, 242, 1068, 258]
notice-paragraph: A Mortgage may be transferred or discharged; or a Lease transferred or Surrendered for Five Shillings.: [745, 755, 919, 771]
fee-example: 2. When the Applicant is the original Grantee, and the land has been dealt with; or where the Applicant is not the original Grantee:: [745, 243, 919, 266]
advantage-item: 3. It simplifies the Titles to real Property for the future.: [752, 836, 904, 844]
story-paragraph: I can't tell how it was it occurred to me at last to take the step which I can't tell how it was it never occurred to me to take before.: [562, 722, 736, 745]
fee-example: These charges are increased by 4s 2d (Assurance Fund) for every additional £100 in value.: [745, 225, 919, 241]
fee-row: [928, 594, 1102, 602]
fee-row: [928, 480, 1102, 488]
poem-title: THE SONG OF THE SCRIBE.: [40, 44, 159, 54]
fee-example: Where the Certificate of Title is directed to issue in the name of the Purchaser: Value of land £100 · 1 11 2: [745, 207, 919, 223]
broker-title: Licensed Broker, Dunedin.: [978, 778, 1052, 786]
fee-row: [928, 541, 1102, 549]
notice-paragraph: when desired by the applicant, in all cases where the proprietor applies to have the land registered under the Act in his own name, and the fees (except the Application Fee) may remain unpaid until the land is dealt with.: [745, 379, 919, 411]
fee-description: For every other certificate of title: [928, 351, 1016, 359]
fee-description: Contribution to Assurance Fund upon first bringing land under the Act, and upon the registration of an estate of freehold in possession derived by settlement, will, or intestacy—In the pound sterling: [928, 257, 1068, 288]
newspaper-title: THE TUAPEKA TIMES.: [432, 5, 813, 22]
section-heading-facetiae: FACETIÆ.: [12, 745, 187, 755]
advantage-item: 8. It gives facilities for the sale of large estates in allotments.: [928, 30, 1102, 45]
